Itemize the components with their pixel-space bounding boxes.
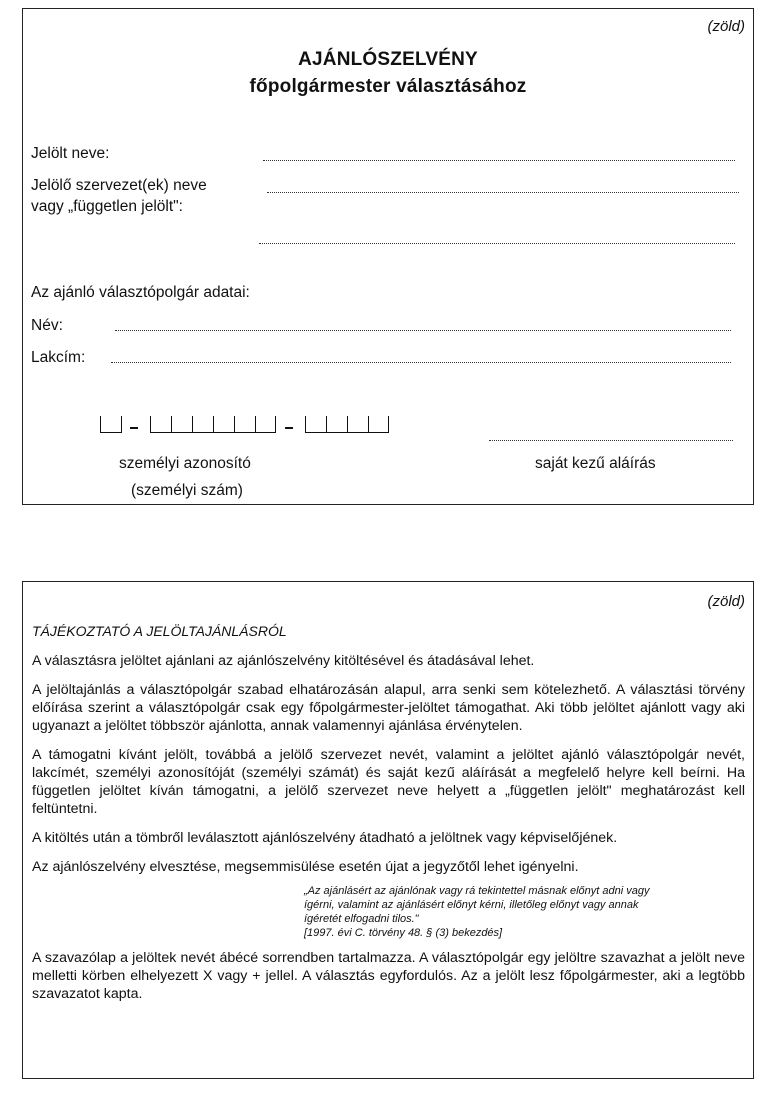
info-sheet: [22, 581, 754, 1079]
legal-quote: [304, 884, 745, 940]
quote-line: ígérni, valamint az ajánlásért előnyt kérni, illetőleg előnyt vagy annak: [304, 899, 639, 911]
info-paragraph: A szavazólap a jelöltek nevét ábécé sorrendben tartalmazza. A választópolgár egy jelöltre szavazhat a jelölt neve melletti körben elhelyezett X vagy + jellel. A választás egyfordulós. Az a jelölt lesz főpolgármester, aki a legtöbb szavazatot kapta.: [32, 950, 745, 1002]
slip-subtitle: főpolgármester választásához: [249, 76, 527, 97]
name-label: Név:: [31, 317, 63, 334]
nominating-org-label-line2: vagy „független jelölt":: [31, 198, 183, 215]
id-digit-box[interactable]: [171, 416, 192, 433]
signature-label: saját kezű aláírás: [535, 455, 656, 472]
voter-name-field[interactable]: [115, 330, 731, 331]
info-body: [32, 652, 745, 1003]
id-separator: [130, 427, 138, 429]
id-digit-box[interactable]: [368, 416, 389, 433]
id-digit-box[interactable]: [213, 416, 234, 433]
id-digit-box[interactable]: [255, 416, 276, 433]
info-paragraph: Az ajánlószelvény elvesztése, megsemmisülése esetén újat a jegyzőtől lehet igényelni.: [32, 859, 579, 875]
info-paragraph: A támogatni kívánt jelölt, továbbá a jelölő szervezet nevét, valamint a jelöltet ajánló választópolgár nevét, lakcímét, személyi azonosítóját (személyi számát) és saját kezű aláírását a megfelelő helyre kell beírni. Ha független jelöltet kíván támogatni, a jelölő szervezet neve helyett a „független jelölt" meghatározást kell feltüntetni.: [32, 747, 745, 817]
info-paragraph: A kitöltés után a tömbről leválasztott ajánlószelvény átadható a jelöltnek vagy képviselőjének.: [32, 830, 618, 846]
quote-line: ígéretét elfogadni tilos.": [304, 913, 419, 925]
id-digit-box[interactable]: [305, 416, 326, 433]
id-digit-box[interactable]: [326, 416, 347, 433]
id-digit-box[interactable]: [100, 416, 122, 433]
color-note: (zöld): [707, 593, 745, 610]
quote-source: [1997. évi C. törvény 48. § (3) bekezdés]: [304, 927, 503, 939]
nominating-org-label-line1: Jelölő szervezet(ek) neve: [31, 177, 207, 194]
info-paragraph: A jelöltajánlás a választópolgár szabad elhatározásán alapul, arra senki sem kötelezhető. A választási törvény előírása szerint a választópolgár csak egy főpolgármester-jelöltet támogathat. Aki több jelöltet ajánlott vagy aki ugyanazt a jelöltet többször ajánlotta, annak valamennyi ajánlása érvénytelen.: [32, 682, 745, 734]
candidate-name-label: Jelölt neve:: [31, 145, 110, 162]
color-note: (zöld): [707, 18, 745, 35]
voter-address-field[interactable]: [111, 362, 731, 363]
nomination-slip: [22, 8, 754, 505]
id-label-line2: (személyi szám): [131, 482, 243, 499]
id-label-line1: személyi azonosító: [119, 455, 251, 472]
id-digit-box[interactable]: [192, 416, 213, 433]
nominating-org-field-line2[interactable]: [259, 243, 735, 244]
candidate-name-field[interactable]: [263, 160, 735, 161]
id-digit-box[interactable]: [347, 416, 368, 433]
slip-title: AJÁNLÓSZELVÉNY: [298, 49, 478, 70]
signature-field[interactable]: [489, 440, 733, 441]
id-digit-box[interactable]: [234, 416, 255, 433]
info-heading: TÁJÉKOZTATÓ A JELÖLTAJÁNLÁSRÓL: [32, 623, 287, 639]
info-paragraph: A választásra jelöltet ajánlani az ajánlószelvény kitöltésével és átadásával lehet.: [32, 653, 535, 669]
id-separator: [285, 427, 293, 429]
voter-section-label: Az ajánló választópolgár adatai:: [31, 284, 250, 301]
nominating-org-field[interactable]: [267, 192, 739, 193]
id-digit-box[interactable]: [150, 416, 171, 433]
address-label: Lakcím:: [31, 349, 86, 366]
quote-line: „Az ajánlásért az ajánlónak vagy rá tekintettel másnak előnyt adni vagy: [304, 885, 650, 897]
